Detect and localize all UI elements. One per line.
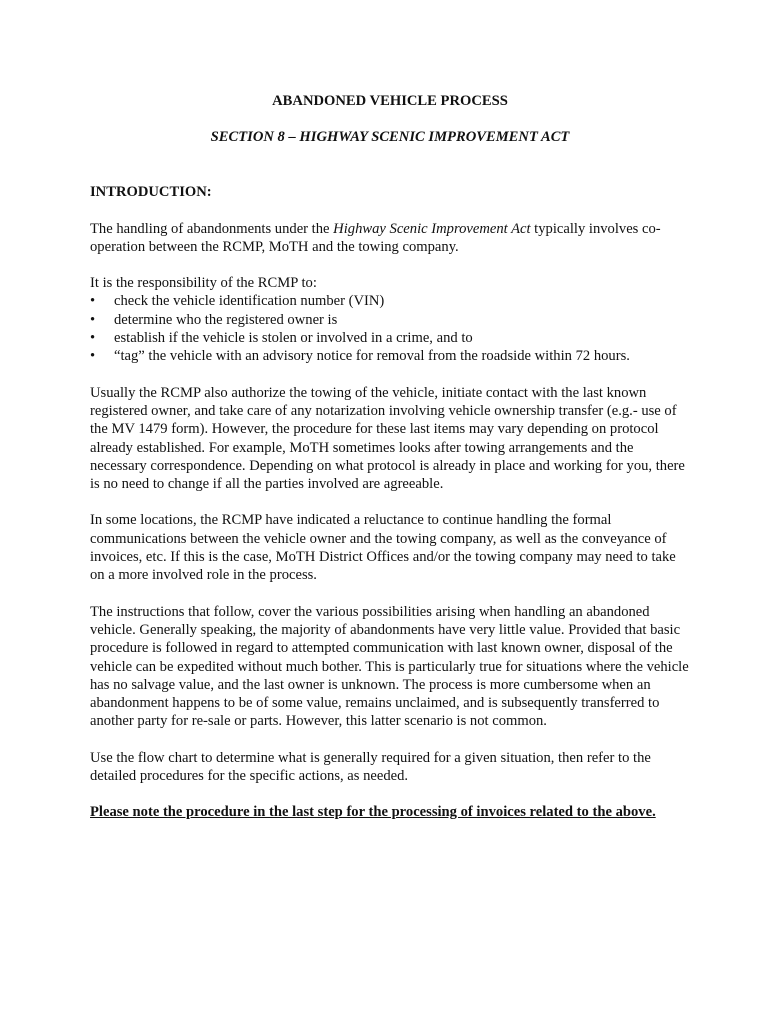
document-page [90, 92, 690, 822]
paragraph-rcmp-reluctance: In some locations, the RCMP have indicated a reluctance to continue handling the formal communications between the vehicle owner and the towing company, as well as the conveyance of invoices, etc. If this is the case, MoTH District Offices and/or the towing company may need to take on a more involved role in the process. [90, 512, 676, 584]
list-item-text: establish if the vehicle is stolen or involved in a crime, and to [114, 330, 473, 347]
paragraph-towing: Usually the RCMP also authorize the towing of the vehicle, initiate contact with the last known registered owner, and take care of any notarization involving vehicle ownership transfer (e.g.- use of the MV 1479 form). However, the procedure for these last items may vary depending on protocol already established. For example, MoTH sometimes looks after towing arrangements and the necessary correspondence. Depending on what protocol is already in place and working for you, there is no need to change if all the parties involved are agreeable. [90, 384, 685, 493]
bullet-icon: • [90, 330, 96, 347]
list-item-text: “tag” the vehicle with an advisory notice for removal from the roadside within 72 hours. [114, 348, 630, 365]
list-item [90, 347, 690, 365]
paragraph-flow-chart: Use the flow chart to determine what is generally required for a given situation, then refer to the detailed procedures for the specific actions, as needed. [90, 749, 651, 785]
paragraph-instructions: The instructions that follow, cover the various possibilities arising when handling an abandoned vehicle. Generally speaking, the majority of abandonments have very little value. Provided that basic procedure is followed in regard to attempted communication with last known owner, disposal of the vehicle can be expedited without much bother. This is particularly true for situations where the vehicle has no salvage value, and the last owner is unknown. The process is more cumbersome when an abandonment happens to be of some value, remains unclaimed, and is subsequently transferred to another party for re-sale or parts. However, this latter scenario is not common. [90, 603, 689, 730]
list-item-text: check the vehicle identification number (VIN) [114, 293, 385, 310]
list-item [90, 329, 690, 347]
list-item [90, 292, 690, 310]
bullet-icon: • [90, 293, 96, 310]
intro-text-end: typically involves co-operation between the RCMP, MoTH and the towing company. [90, 220, 661, 255]
responsibility-lead: It is the responsibility of the RCMP to: [90, 275, 317, 292]
bullet-icon: • [90, 348, 96, 365]
list-item [90, 311, 690, 329]
section-heading: INTRODUCTION: [90, 184, 212, 201]
document-subtitle: SECTION 8 – HIGHWAY SCENIC IMPROVEMENT ACT [210, 129, 570, 145]
responsibility-list [90, 292, 690, 365]
invoice-note: Please note the procedure in the last step for the processing of invoices related to the above. [90, 804, 656, 821]
list-item-text: determine who the registered owner is [114, 311, 338, 328]
bullet-icon: • [90, 311, 96, 328]
intro-paragraph [90, 220, 690, 257]
intro-text-start: The handling of abandonments under the [90, 220, 334, 237]
act-name: Highway Scenic Improvement Act [333, 220, 531, 237]
document-title: ABANDONED VEHICLE PROCESS [272, 93, 508, 109]
